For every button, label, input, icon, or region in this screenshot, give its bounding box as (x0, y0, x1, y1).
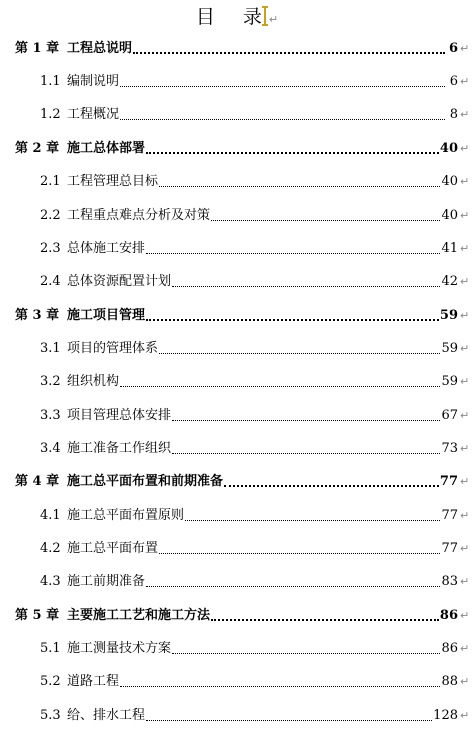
toc-entry-label: 施工总平面布置原则 (67, 508, 185, 523)
toc-entry-label: 总体资源配置计划 (67, 274, 172, 289)
toc-entry-page: 83 (441, 574, 458, 589)
toc-entry-number: 第 1 章 (15, 41, 60, 56)
paragraph-mark: ↵ (460, 542, 470, 555)
toc-section-entry[interactable] (0, 570, 470, 590)
paragraph-mark: ↵ (460, 609, 470, 622)
toc-chapter-entry[interactable] (0, 470, 470, 490)
toc-leader-dots (146, 319, 439, 321)
toc-entry-page: 86 (441, 641, 458, 656)
paragraph-mark: ↵ (460, 575, 470, 588)
toc-entry-number: 2.4 (40, 274, 61, 289)
toc-leader-dots (211, 220, 440, 221)
toc-section-entry[interactable] (0, 704, 470, 724)
toc-entry-number: 5.2 (40, 674, 61, 689)
toc-entry-number: 4.2 (40, 541, 61, 556)
toc-entry-label: 主要施工工艺和施工方法 (67, 608, 211, 623)
toc-entry-label: 组织机构 (67, 374, 120, 389)
toc-section-entry[interactable] (0, 70, 470, 90)
toc-leader-dots (172, 420, 440, 421)
toc-chapter-entry[interactable] (0, 137, 470, 157)
toc-title-char-1: 目 (195, 6, 217, 28)
toc-chapter-entry[interactable] (0, 37, 470, 57)
toc-entry-page: 73 (441, 441, 458, 456)
paragraph-mark: ↵ (460, 108, 470, 121)
toc-leader-dots (133, 52, 445, 54)
toc-leader-dots (146, 152, 439, 154)
paragraph-mark: ↵ (460, 275, 470, 288)
toc-entry-page: 59 (439, 308, 458, 323)
toc-entry-number: 3.2 (40, 374, 61, 389)
toc-leader-dots (146, 720, 432, 721)
toc-entry-number: 3.3 (40, 408, 61, 423)
toc-section-entry[interactable] (0, 103, 470, 123)
toc-entry-page: 67 (441, 408, 458, 423)
paragraph-mark: ↵ (268, 13, 281, 26)
toc-entry-number: 2.3 (40, 241, 61, 256)
toc-entry-label: 施工项目管理 (67, 308, 146, 323)
toc-entry-label: 施工总体部署 (67, 141, 146, 156)
toc-entry-page: 8 (449, 107, 458, 122)
toc-entry-page: 59 (441, 341, 458, 356)
toc-entry-label: 工程概况 (67, 107, 120, 122)
toc-entry-label: 给、排水工程 (67, 708, 146, 723)
toc-entry-label: 总体施工安排 (67, 241, 146, 256)
toc-entry-number: 3.1 (40, 341, 61, 356)
paragraph-mark: ↵ (460, 342, 470, 355)
toc-entry-page: 6 (449, 74, 458, 89)
toc-entry-number: 4.3 (40, 574, 61, 589)
toc-entry-number: 第 5 章 (15, 608, 60, 623)
toc-title-char-2: 录 (242, 6, 264, 28)
toc-entry-page: 59 (441, 374, 458, 389)
toc-entry-number: 第 3 章 (15, 308, 60, 323)
toc-entry-page: 77 (439, 474, 458, 489)
toc-entry-label: 施工前期准备 (67, 574, 146, 589)
toc-leader-dots (120, 386, 440, 387)
toc-entry-number: 5.1 (40, 641, 61, 656)
toc-entry-label: 编制说明 (67, 74, 120, 89)
text-cursor-icon (262, 6, 268, 26)
toc-entry-number: 第 4 章 (15, 474, 60, 489)
toc-section-entry[interactable] (0, 237, 470, 257)
toc-entry-label: 项目的管理体系 (67, 341, 159, 356)
toc-entry-number: 第 2 章 (15, 141, 60, 156)
toc-entry-page: 6 (448, 41, 458, 56)
toc-section-entry[interactable] (0, 637, 470, 657)
paragraph-mark: ↵ (460, 142, 470, 155)
toc-entry-number: 3.4 (40, 441, 61, 456)
toc-leader-dots (172, 286, 440, 287)
toc-entry-label: 施工测量技术方案 (67, 641, 172, 656)
toc-section-entry[interactable] (0, 437, 470, 457)
paragraph-mark: ↵ (460, 375, 470, 388)
toc-entry-page: 40 (441, 208, 458, 223)
toc-entry-number: 4.1 (40, 508, 61, 523)
paragraph-mark: ↵ (460, 509, 470, 522)
toc-leader-dots (159, 353, 440, 354)
toc-entry-page: 77 (441, 508, 458, 523)
toc-entry-number: 2.2 (40, 208, 61, 223)
toc-entry-page: 41 (441, 241, 458, 256)
toc-section-entry[interactable] (0, 337, 470, 357)
toc-section-entry[interactable] (0, 270, 470, 290)
paragraph-mark: ↵ (460, 475, 470, 488)
toc-section-entry[interactable] (0, 370, 470, 390)
toc-entry-number: 2.1 (40, 174, 61, 189)
toc-section-entry[interactable] (0, 537, 470, 557)
paragraph-mark: ↵ (460, 442, 470, 455)
paragraph-mark: ↵ (460, 309, 470, 322)
toc-leader-dots (172, 453, 440, 454)
toc-leader-dots (224, 485, 439, 487)
toc-section-entry[interactable] (0, 670, 470, 690)
toc-leader-dots (146, 586, 440, 587)
toc-title (0, 2, 476, 29)
toc-section-entry[interactable] (0, 204, 470, 224)
paragraph-mark: ↵ (460, 675, 470, 688)
paragraph-mark: ↵ (460, 209, 470, 222)
toc-chapter-entry[interactable] (0, 304, 470, 324)
toc-entry-label: 工程重点难点分析及对策 (67, 208, 211, 223)
toc-leader-dots (159, 186, 440, 187)
paragraph-mark: ↵ (460, 75, 470, 88)
toc-leader-dots (185, 520, 440, 521)
toc-leader-dots (159, 553, 440, 554)
toc-entry-label: 施工准备工作组织 (67, 441, 172, 456)
toc-entry-number: 5.3 (40, 708, 61, 723)
toc-leader-dots (120, 686, 440, 687)
toc-entry-page: 40 (441, 174, 458, 189)
toc-entry-page: 40 (439, 141, 458, 156)
toc-leader-dots (211, 619, 439, 621)
toc-entry-label: 道路工程 (67, 674, 120, 689)
paragraph-mark: ↵ (460, 242, 470, 255)
toc-entry-number: 1.2 (40, 107, 61, 122)
toc-entry-label: 施工总平面布置和前期准备 (67, 474, 224, 489)
toc-chapter-entry[interactable] (0, 604, 470, 624)
toc-entry-label: 工程管理总目标 (67, 174, 159, 189)
toc-entry-page: 128 (433, 708, 458, 723)
toc-section-entry[interactable] (0, 504, 470, 524)
toc-entry-page: 86 (439, 608, 458, 623)
toc-entry-number: 1.1 (40, 74, 61, 89)
toc-entry-page: 42 (441, 274, 458, 289)
toc-leader-dots (120, 119, 445, 120)
paragraph-mark: ↵ (460, 709, 470, 722)
toc-entry-page: 88 (441, 674, 458, 689)
toc-entry-label: 施工总平面布置 (67, 541, 159, 556)
paragraph-mark: ↵ (460, 409, 470, 422)
paragraph-mark: ↵ (460, 42, 470, 55)
toc-entry-page: 77 (441, 541, 458, 556)
paragraph-mark: ↵ (460, 642, 470, 655)
toc-leader-dots (172, 653, 440, 654)
toc-section-entry[interactable] (0, 170, 470, 190)
toc-entry-label: 项目管理总体安排 (67, 408, 172, 423)
toc-entry-label: 工程总说明 (67, 41, 133, 56)
toc-leader-dots (146, 253, 440, 254)
toc-section-entry[interactable] (0, 404, 470, 424)
paragraph-mark: ↵ (460, 175, 470, 188)
toc-leader-dots (120, 86, 445, 87)
